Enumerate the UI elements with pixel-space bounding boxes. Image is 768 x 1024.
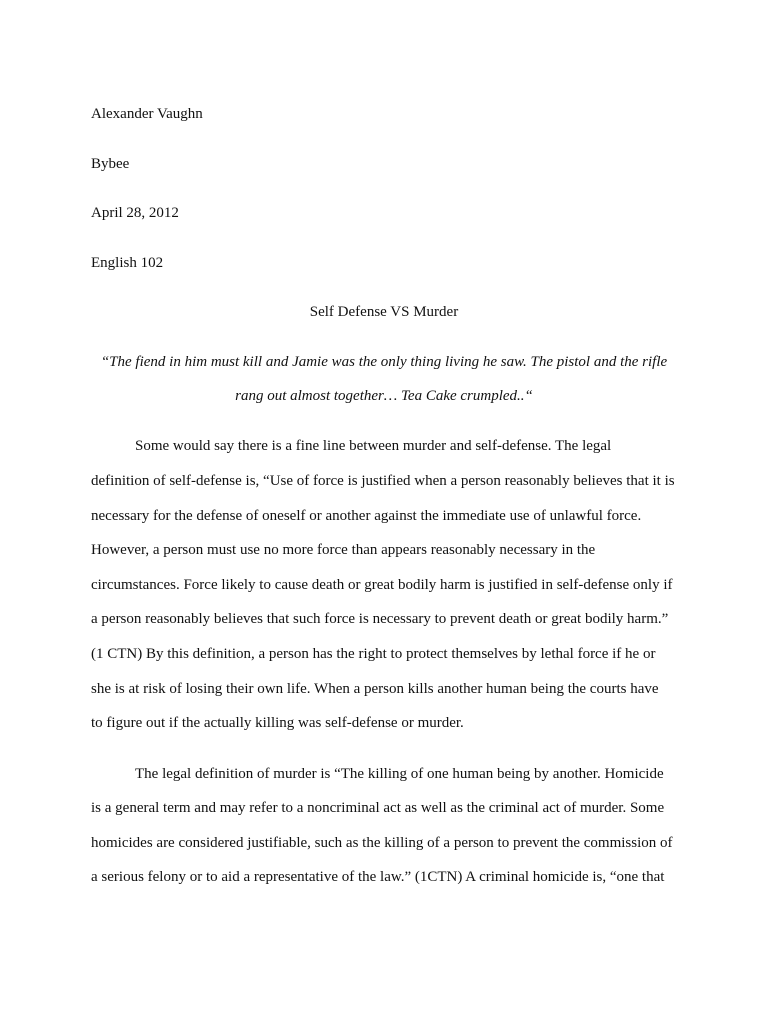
paragraph-1-line-9: to figure out if the actually killing was self-defense or murder. xyxy=(91,715,464,731)
epigraph-line-1: “The fiend in him must kill and Jamie was the only thing living he saw. The pistol and the rifle xyxy=(100,354,668,370)
course-name: English 102 xyxy=(91,255,164,271)
essay-title: Self Defense VS Murder xyxy=(309,304,459,320)
instructor-name: Bybee xyxy=(91,156,130,172)
paragraph-2-line-1: The legal definition of murder is “The killing of one human being by another. Homicide xyxy=(135,766,664,782)
paragraph-2-line-3: homicides are considered justifiable, such as the killing of a person to prevent the commission of xyxy=(91,835,673,851)
paragraph-1-line-6: a person reasonably believes that such force is necessary to prevent death or great bodily harm.” xyxy=(91,611,669,627)
paragraph-1-line-1: Some would say there is a fine line between murder and self-defense. The legal xyxy=(135,438,612,454)
paragraph-1-line-8: she is at risk of losing their own life. When a person kills another human being the courts have xyxy=(91,681,659,697)
paragraph-1-line-5: circumstances. Force likely to cause death or great bodily harm is justified in self-defense only if xyxy=(91,577,673,593)
paragraph-2-line-2: is a general term and may refer to a noncriminal act as well as the criminal act of murder. Some xyxy=(91,800,665,816)
paragraph-1-line-2: definition of self-defense is, “Use of force is justified when a person reasonably believes that it is xyxy=(91,473,675,489)
paragraph-1-line-7: (1 CTN) By this definition, a person has the right to protect themselves by lethal force if he or xyxy=(91,646,656,662)
paragraph-2-line-4: a serious felony or to aid a representative of the law.” (1CTN) A criminal homicide is, “one that xyxy=(91,869,665,885)
author-name: Alexander Vaughn xyxy=(91,106,203,122)
epigraph-line-2: rang out almost together… Tea Cake crumpled..“ xyxy=(235,388,533,404)
paragraph-1-line-3: necessary for the defense of oneself or another against the immediate use of unlawful force. xyxy=(91,508,642,524)
paragraph-1-line-4: However, a person must use no more force than appears reasonably necessary in the xyxy=(91,542,596,558)
essay-date: April 28, 2012 xyxy=(91,205,179,221)
